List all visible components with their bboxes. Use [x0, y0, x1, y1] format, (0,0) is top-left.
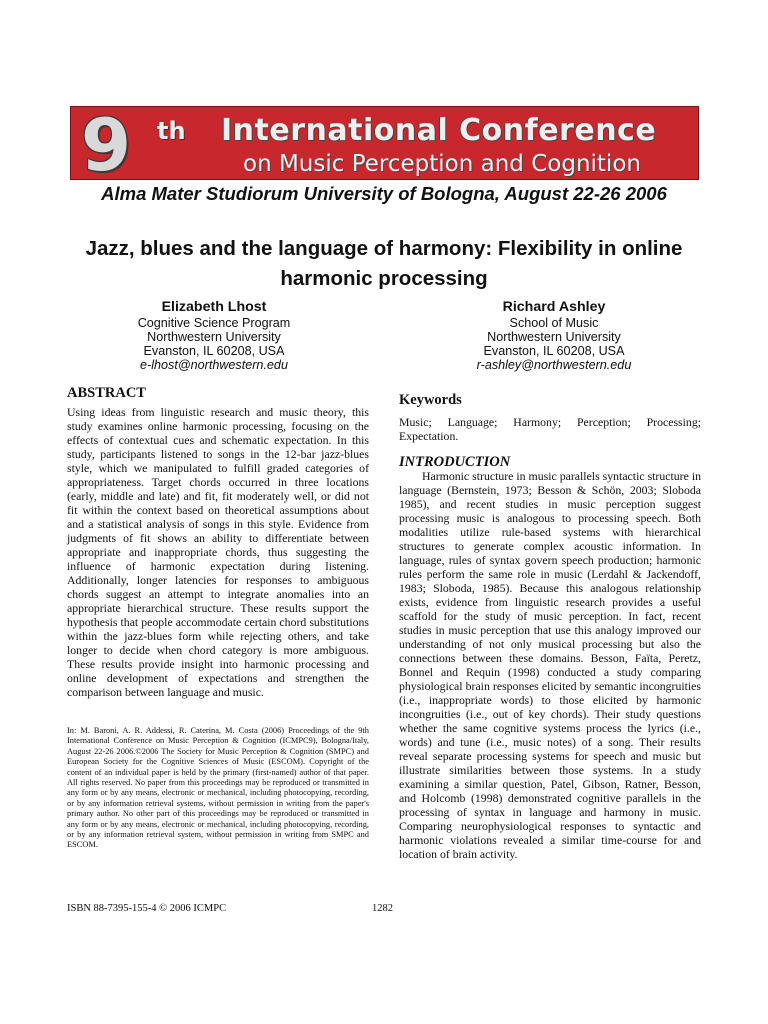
author-block-2 — [404, 298, 704, 372]
banner-number: 9 — [81, 106, 132, 180]
author-affiliation: School of Music — [509, 316, 599, 330]
author-address: Evanston, IL 60208, USA — [483, 344, 625, 358]
introduction-heading: INTRODUCTION — [399, 454, 511, 470]
author-name: Elizabeth Lhost — [161, 299, 267, 315]
abstract-heading: ABSTRACT — [67, 385, 146, 401]
author-affiliation: Cognitive Science Program — [137, 316, 291, 330]
conference-banner — [70, 106, 699, 180]
copyright-note: In: M. Baroni, A. R. Addessi, R. Caterina, M. Costa (2006) Proceedings of the 9th International Conference on Music Perception & Cognition (ICMPC9), Bologna/Italy, August 22-26 2006.©2006 The Society for Music Perception & Cognition (SMPC) and European Society for the Cognitive Sciences of Music (ESCOM). Copyright of the content of an individual paper is held by the primary (first-named) author of that paper. All rights reserved. No paper from this proceedings may be reproduced or transmitted in any form or by any means, electronic or mechanical, including photocopying, recording, or by any information retrieval systems, without permission in writing from the paper's primary author. No other part of this proceedings may be reproduced or transmitted in any form or by any means, electronic or mechanical, including photocopying, recording, or by any information retrieval system, without permission in writing from SMPC and ESCOM. — [67, 726, 369, 850]
author-name: Richard Ashley — [502, 299, 606, 315]
banner-line-1: International Conference — [221, 113, 657, 148]
isbn-footer: ISBN 88-7395-155-4 © 2006 ICMPC — [67, 903, 227, 914]
author-institution: Northwestern University — [487, 330, 621, 344]
banner-line-2: on Music Perception and Cognition — [243, 151, 641, 177]
keywords-heading: Keywords — [399, 392, 462, 408]
author-institution: Northwestern University — [147, 330, 281, 344]
page-number: 1282 — [372, 903, 393, 914]
author-address: Evanston, IL 60208, USA — [143, 344, 285, 358]
banner-ordinal-suffix: th — [157, 117, 186, 145]
author-email[interactable]: r-ashley@northwestern.edu — [476, 358, 632, 372]
introduction-text: Harmonic structure in music parallels syntactic structure in language (Bernstein, 1973; Besson & Schön, 2003; Sloboda 1985), and recent studies in music perception suggest processing music is analogous to processing speech. Both modalities utilize rule-based systems with hierarchical structures to generate complex acoustic information. In language, rules of syntax govern speech production; harmonic rules perform the same role in music (Lerdahl & Jackendoff, 1983; Sloboda, 1985). Because this analogous relationship exists, evidence from linguistic research provides a useful scaffold for the study of music perception. In fact, recent studies in music perception that use this analogy improved our understanding of not only musical processing but also the connections between these domains. Besson, Faïta, Peretz, Bonnel and Requin (1998) conducted a study comparing physiological brain responses elicited by semantic incongruities (i.e., inappropriate words) to those elicited by harmonic incongruities (i.e., out of key chords). Their study questions whether the same cognitive systems process the lyrics (i.e., words) and tune (i.e., music notes) of a song. Their results reveal separate processing systems for speech and music but illustrate similarities between those systems. In a study examining a similar question, Patel, Gibson, Ratner, Besson, and Holcomb (1998) demonstrated cognitive parallels in the processing of syntax in language and harmony in music. Comparing neurophysiological responses to syntactic and harmonic violations revealed a similar time-course for and location of brain activity. — [399, 469, 701, 861]
author-block-1 — [64, 298, 364, 372]
venue-line: Alma Mater Studiorum University of Bologna, August 22-26 2006 — [101, 183, 667, 204]
author-email[interactable]: e-lhost@northwestern.edu — [140, 358, 288, 372]
keywords-text: Music; Language; Harmony; Perception; Processing; Expectation. — [399, 415, 701, 443]
abstract-text: Using ideas from linguistic research and music theory, this study examines online harmonic processing, focusing on the effects of contextual cues and schematic expectation. In this study, participants listened to songs in the 12-bar jazz-blues style, which we manipulated to fulfill graded categories of appropriateness. Target chords occurred in three locations (early, middle and late) and fit, fit moderately well, or did not fit within the context based on theoretical assumptions about and a statistical analysis of songs in this style. Evidence from judgments of fit shows an ability to differentiate between appropriate and inappropriate chords, thus suggesting the influence of harmonic expectation during listening. Additionally, longer latencies for responses to ambiguous chords suggest an attempt to integrate anomalies into an appropriate hierarchical structure. These results support the hypothesis that people accommodate certain chord substitutions within the jazz-blues form while rejecting others, and take longer to decide when chord category is more ambiguous. These results provide insight into harmonic processing and online development of expectations and strengthen the comparison between language and music. — [67, 405, 369, 699]
paper-title: Jazz, blues and the language of harmony: Flexibility in online harmonic processing — [85, 237, 683, 290]
